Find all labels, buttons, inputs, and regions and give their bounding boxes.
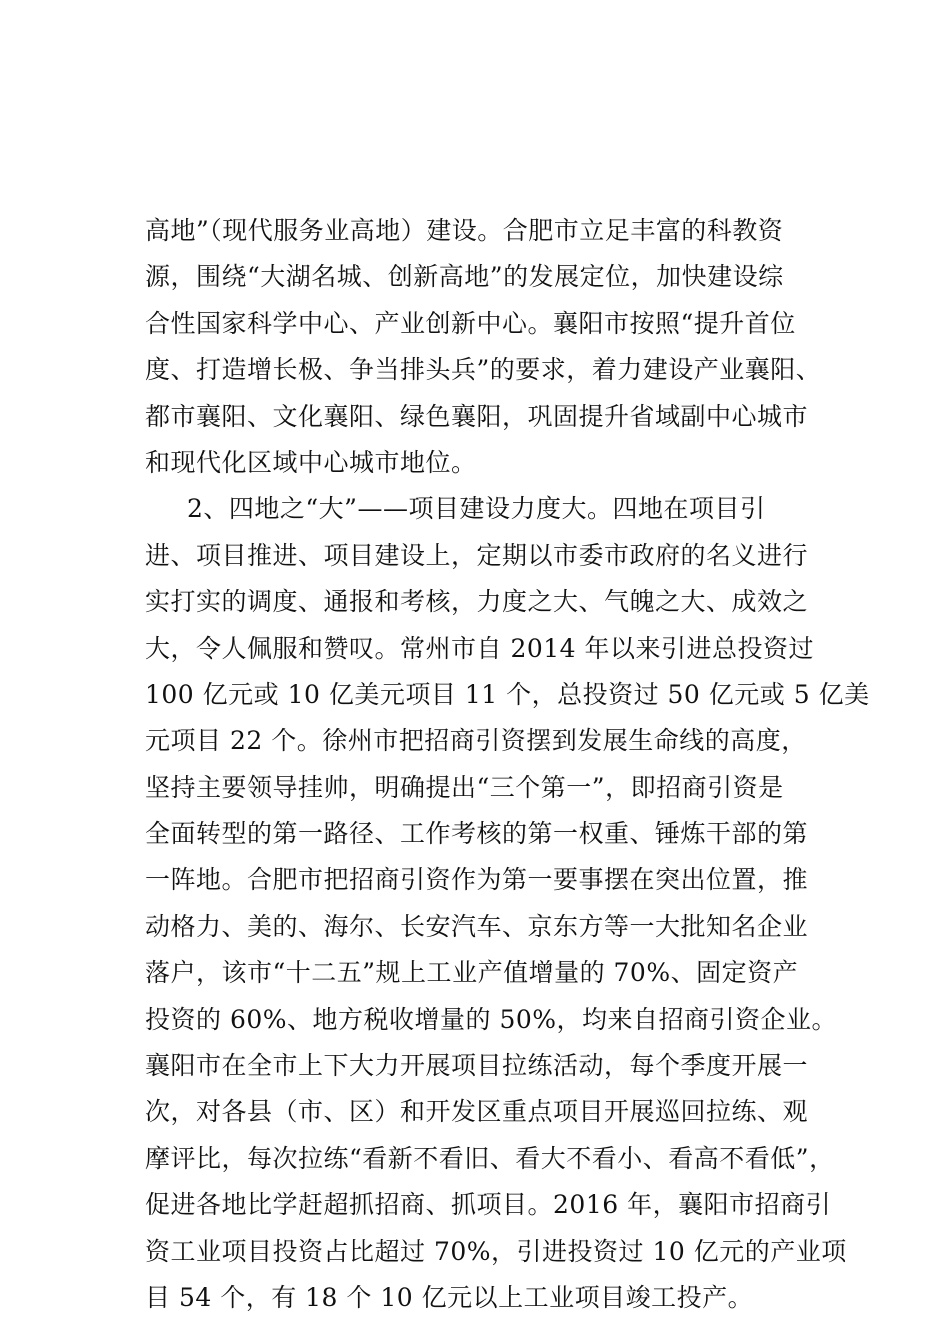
paragraph-2 <box>145 486 870 1321</box>
document-body <box>145 208 870 1321</box>
paragraph-line: 坚持主要领导挂帅，明确提出“三个第一”，即招商引资是 <box>145 772 784 802</box>
paragraph-line: 投资的 60%、地方税收增量的 50%，均来自招商引资企业。 <box>145 1004 838 1034</box>
paragraph-line: 襄阳市在全市上下大力开展项目拉练活动，每个季度开展一 <box>145 1051 809 1081</box>
paragraph-line: 摩评比，每次拉练“看新不看旧、看大不看小、看高不看低”， <box>145 1143 835 1173</box>
paragraph-line: 高地”（现代服务业高地）建设。合肥市立足丰富的科教资 <box>145 216 784 245</box>
paragraph-line: 元项目 22 个。徐州市把招商引资摆到发展生命线的高度， <box>145 726 807 756</box>
paragraph-line: 次，对各县（市、区）和开发区重点项目开展巡回拉练、观 <box>145 1097 809 1127</box>
paragraph-line: 和现代化区域中心城市地位。 <box>145 447 477 477</box>
paragraph-1 <box>145 208 845 486</box>
paragraph-line: 源，围绕“大湖名城、创新高地”的发展定位，加快建设综 <box>145 262 784 292</box>
paragraph-line: 实打实的调度、通报和考核，力度之大、气魄之大、成效之 <box>145 587 809 617</box>
paragraph-line: 大，令人佩服和赞叹。常州市自 2014 年以来引进总投资过 <box>145 633 815 663</box>
paragraph-line: 一阵地。合肥市把招商引资作为第一要事摆在突出位置，推 <box>145 865 809 895</box>
paragraph-line: 进、项目推进、项目建设上，定期以市委市政府的名义进行 <box>145 540 809 570</box>
paragraph-line: 全面转型的第一路径、工作考核的第一权重、锤炼干部的第 <box>145 819 809 849</box>
paragraph-line: 促进各地比学赶超抓招商、抓项目。2016 年，襄阳市招商引 <box>145 1190 832 1220</box>
paragraph-line: 都市襄阳、文化襄阳、绿色襄阳，巩固提升省域副中心城市 <box>145 401 809 431</box>
paragraph-line: 2、四地之“大”——项目建设力度大。四地在项目引 <box>187 494 766 524</box>
paragraph-line: 资工业项目投资占比超过 70%，引进投资过 10 亿元的产业项 <box>145 1236 847 1266</box>
paragraph-line: 目 54 个，有 18 个 10 亿元以上工业项目竣工投产。 <box>145 1282 754 1312</box>
paragraph-line: 合性国家科学中心、产业创新中心。襄阳市按照“提升首位 <box>145 308 796 338</box>
paragraph-line: 100 亿元或 10 亿美元项目 11 个，总投资过 50 亿元或 5 亿美 <box>145 679 870 709</box>
paragraph-line: 动格力、美的、海尔、长安汽车、京东方等一大批知名企业 <box>145 911 809 941</box>
paragraph-line: 落户，该市“十二五”规上工业产值增量的 70%、固定资产 <box>145 958 799 988</box>
paragraph-line: 度、打造增长极、争当排头兵”的要求，着力建设产业襄阳、 <box>145 355 822 385</box>
